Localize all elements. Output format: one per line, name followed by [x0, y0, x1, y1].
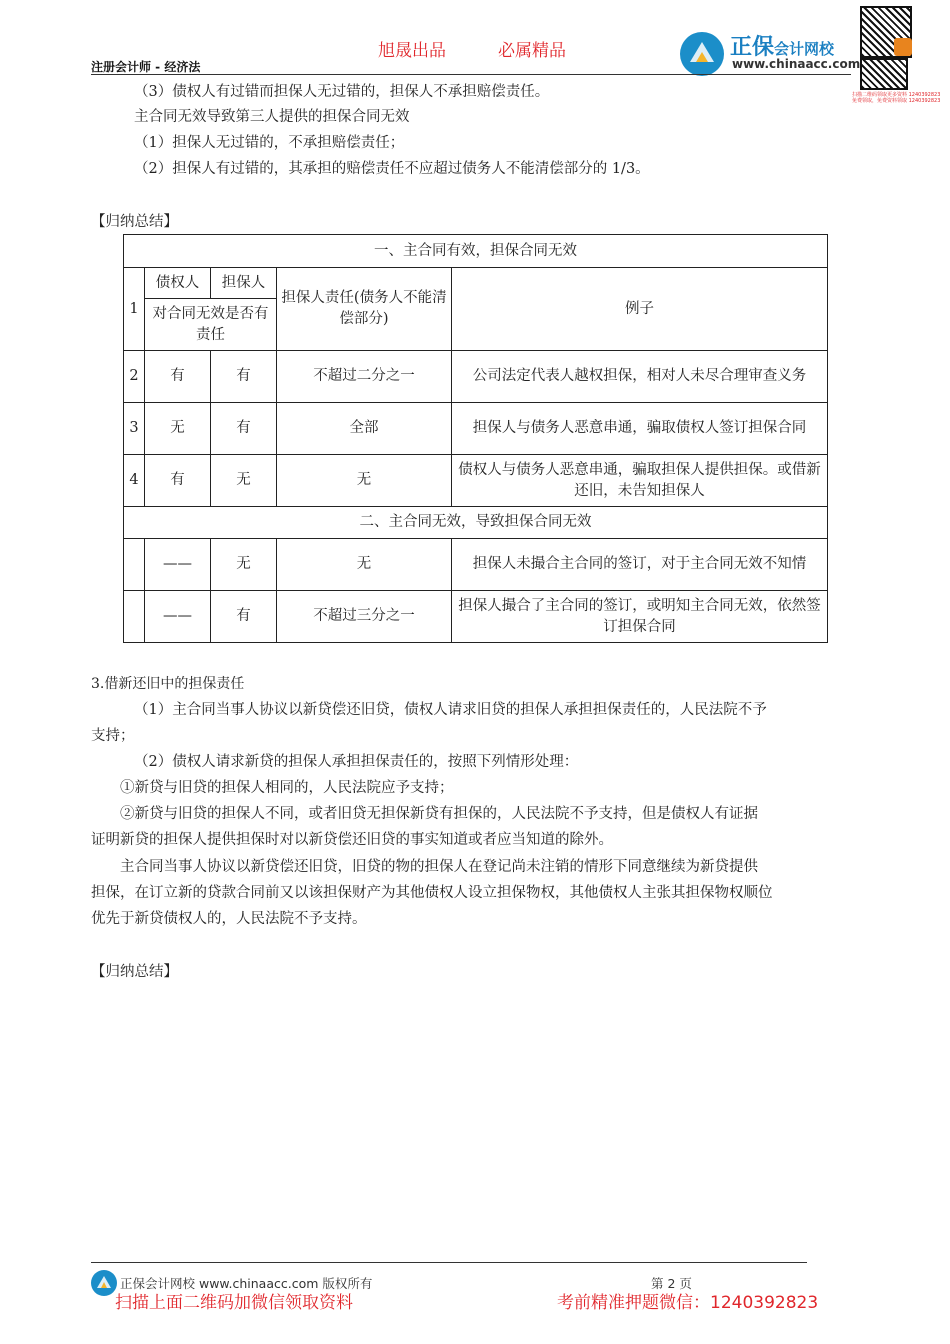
section3-line9: 优先于新贷债权人的，人民法院不予支持。 — [91, 911, 367, 927]
section3-line1: （1）主合同当事人协议以新贷偿还旧贷，债权人请求旧贷的担保人承担担保责任的，人民法院不予 — [134, 702, 767, 718]
summary-label-1: 【归纳总结】 — [91, 214, 178, 230]
cell-creditor: 有 — [145, 455, 211, 507]
intro-p1: （3）债权人有过错而担保人无过错的，担保人不承担赔偿责任。 — [134, 84, 550, 100]
section3-title: 3.借新还旧中的担保责任 — [91, 676, 245, 692]
header-divider — [91, 74, 851, 75]
cell-guarantor: 有 — [211, 403, 277, 455]
section3-line8: 担保，在订立新的贷款合同前又以该担保财产为其他债权人设立担保物权，其他债权人主张其担保物权顺位 — [91, 885, 773, 901]
logo-suffix: 会计网校 — [774, 40, 835, 58]
cell-example: 担保人未撮合主合同的签订，对于主合同无效不知情 — [452, 539, 828, 591]
footer-logo-icon — [91, 1270, 117, 1296]
cell-example: 公司法定代表人越权担保，相对人未尽合理审查义务 — [452, 351, 828, 403]
intro-p3: （1）担保人无过错的，不承担赔偿责任； — [134, 135, 405, 151]
footer-page-number: 第 2 页 — [651, 1276, 692, 1291]
cell-liability: 不超过三分之一 — [277, 591, 452, 643]
footer-copyright: 正保会计网校 www.chinaacc.com 版权所有 — [120, 1276, 373, 1291]
row-number: 3 — [124, 403, 145, 455]
slogan-right: 必属精品 — [498, 41, 566, 61]
cell-guarantor: 有 — [211, 591, 277, 643]
cell-creditor: —— — [145, 539, 211, 591]
header-creditor: 债权人 — [145, 268, 211, 299]
table-row — [124, 351, 828, 403]
section3-line7: 主合同当事人协议以新贷偿还旧贷，旧贷的物的担保人在登记尚未注销的情形下同意继续为新贷提供 — [120, 859, 758, 875]
section1-title: 一、主合同有效，担保合同无效 — [124, 235, 828, 268]
header-fault-question: 对合同无效是否有责任 — [145, 299, 277, 351]
row-number — [124, 591, 145, 643]
cell-example: 担保人撮合了主合同的签订，或明知主合同无效，依然签订担保合同 — [452, 591, 828, 643]
cell-example: 债权人与债务人恶意串通，骗取担保人提供担保。或借新还旧，未告知担保人 — [452, 455, 828, 507]
section3-line5: ②新贷与旧贷的担保人不同，或者旧贷无担保新贷有担保的，人民法院不予支持，但是债权人有证据 — [120, 806, 758, 822]
table-header-row — [124, 268, 828, 299]
cell-guarantor: 无 — [211, 455, 277, 507]
cell-guarantor: 无 — [211, 539, 277, 591]
cell-liability: 无 — [277, 539, 452, 591]
subject-title: 注册会计师 - 经济法 — [91, 60, 201, 74]
qr-caption-2: 免费领取，免费资料领取 1240392823 — [852, 98, 941, 104]
footer-promo-right: 考前精准押题微信：1240392823 — [557, 1293, 819, 1313]
section3-line4: ①新贷与旧贷的担保人相同的，人民法院应予支持； — [120, 780, 454, 796]
cell-liability: 全部 — [277, 403, 452, 455]
logo-url: www.chinaacc.com — [732, 57, 861, 71]
intro-p4: （2）担保人有过错的，其承担的赔偿责任不应超过债务人不能清偿部分的 1/3。 — [134, 161, 650, 177]
cell-liability: 不超过二分之一 — [277, 351, 452, 403]
slogan-left: 旭晟出品 — [378, 41, 446, 61]
cell-guarantor: 有 — [211, 351, 277, 403]
qr-caption-1: 扫描二维码领取更多资料 1240392823 — [852, 92, 941, 98]
row-number — [124, 539, 145, 591]
intro-p2: 主合同无效导致第三人提供的担保合同无效 — [134, 109, 410, 125]
summary-label-2: 【归纳总结】 — [91, 964, 178, 980]
cell-creditor: 无 — [145, 403, 211, 455]
section2-title: 二、主合同无效，导致担保合同无效 — [124, 507, 828, 539]
header-guarantor: 担保人 — [211, 268, 277, 299]
table-row — [124, 403, 828, 455]
section3-line2: 支持； — [91, 728, 135, 744]
logo-name: 正保 — [730, 35, 775, 60]
cell-liability: 无 — [277, 455, 452, 507]
qr-code-lower-icon — [860, 58, 908, 90]
table-row — [124, 539, 828, 591]
footer-divider — [91, 1262, 807, 1263]
table-row — [124, 591, 828, 643]
section3-line3: （2）债权人请求新贷的担保人承担担保责任的，按照下列情形处理： — [134, 754, 579, 770]
row-number: 4 — [124, 455, 145, 507]
logo-icon — [680, 32, 724, 76]
row-number: 1 — [124, 268, 145, 351]
section3-line6: 证明新贷的担保人提供担保时对以新贷偿还旧贷的事实知道或者应当知道的除外。 — [91, 832, 613, 848]
table-section-row — [124, 235, 828, 268]
table-row — [124, 455, 828, 507]
row-number: 2 — [124, 351, 145, 403]
qr-badge-icon — [894, 38, 912, 56]
footer-promo-left: 扫描上面二维码加微信领取资料 — [115, 1293, 353, 1313]
cell-creditor: 有 — [145, 351, 211, 403]
header-example: 例子 — [452, 268, 828, 351]
header-liability: 担保人责任(债务人不能清偿部分) — [277, 268, 452, 351]
guarantee-table — [123, 234, 828, 643]
qr-caption — [852, 92, 948, 104]
cell-example: 担保人与债务人恶意串通，骗取债权人签订担保合同 — [452, 403, 828, 455]
cell-creditor: —— — [145, 591, 211, 643]
table-section-row — [124, 507, 828, 539]
